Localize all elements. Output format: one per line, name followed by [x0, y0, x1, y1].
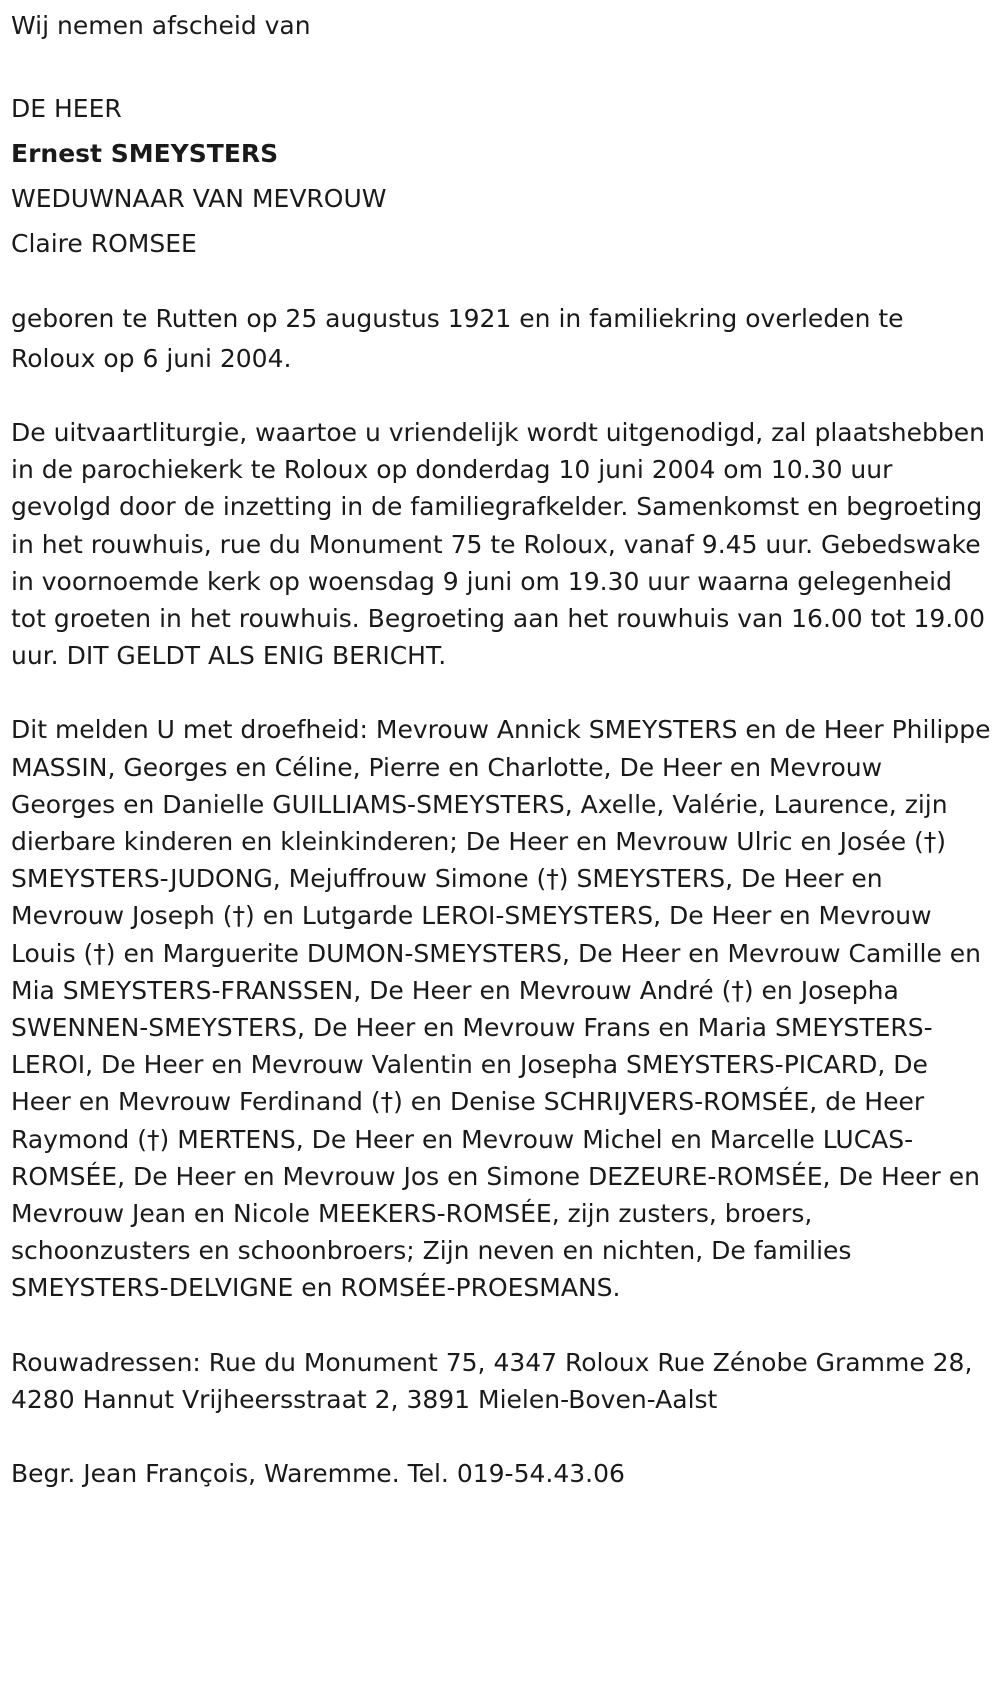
spacer	[11, 379, 990, 414]
spacer	[11, 46, 990, 86]
spacer	[11, 1307, 990, 1344]
family-paragraph: Dit melden U met droefheid: Mevrouw Annick SMEYSTERS en de Heer Philippe MASSIN, Georges en Céline, Pierre en Charlotte, De Heer en Mevrouw Georges en Danielle GUILLIAMS-SMEYSTERS, Axelle, Valérie, Laurence, zijn dierbare kinderen en kleinkinderen; De Heer en Mevrouw Ulric en Josée (†) SMEYSTERS-JUDONG, Mejuffrouw Simone (†) SMEYSTERS, De Heer en Mevrouw Joseph (†) en Lutgarde LEROI-SMEYSTERS, De Heer en Mevrouw Louis (†) en Marguerite DUMON-SMEYSTERS, De Heer en Mevrouw Camille en Mia SMEYSTERS-FRANSSEN, De Heer en Mevrouw André (†) en Josepha SWENNEN-SMEYSTERS, De Heer en Mevrouw Frans en Maria SMEYSTERS-LEROI, De Heer en Mevrouw Valentin en Josepha SMEYSTERS-PICARD, De Heer en Mevrouw Ferdinand (†) en Denise SCHRIJVERS-ROMSÉE, de Heer Raymond (†) MERTENS, De Heer en Mevrouw Michel en Marcelle LUCAS-ROMSÉE, De Heer en Mevrouw Jos en Simone DEZEURE-ROMSÉE, De Heer en Mevrouw Jean en Nicole MEEKERS-ROMSÉE, zijn zusters, broers, schoonzusters en schoonbroers; Zijn neven en nichten, De families SMEYSTERS-DELVIGNE en ROMSÉE-PROESMANS.	[11, 715, 991, 1303]
intro-text: Wij nemen afscheid van	[11, 11, 311, 40]
undertaker-line: Begr. Jean François, Waremme. Tel. 019-54.43.06	[11, 1459, 625, 1489]
widower-line: WEDUWNAAR VAN MEVROUW	[11, 184, 387, 213]
birth-death-paragraph: geboren te Rutten op 25 augustus 1921 en in familiekring overleden te Roloux op 6 juni 2004.	[11, 304, 904, 373]
spacer	[11, 1418, 990, 1455]
addresses-paragraph: Rouwadressen: Rue du Monument 75, 4347 Roloux Rue Zénobe Gramme 28, 4280 Hannut Vrijheersstraat 2, 3891 Mielen-Boven-Aalst	[11, 1347, 973, 1414]
spacer	[11, 266, 990, 299]
spacer	[11, 674, 990, 711]
title-line: DE HEER	[11, 94, 122, 123]
ceremony-paragraph: De uitvaartliturgie, waartoe u vriendelijk wordt uitgenodigd, zal plaatshebben in de parochiekerk te Roloux op donderdag 10 juni 2004 om 10.30 uur gevolgd door de inzetting in de familiegrafkelder. Samenkomst en begroeting in het rouwhuis, rue du Monument 75 te Roloux, vanaf 9.45 uur. Gebedswake in voornoemde kerk op woensdag 9 juni om 19.30 uur waarna gelegenheid tot groeten in het rouwhuis. Begroeting aan het rouwhuis van 16.00 tot 19.00 uur. DIT GELDT ALS ENIG BERICHT.	[11, 418, 986, 671]
spouse-name: Claire ROMSEE	[11, 229, 197, 258]
deceased-name: Ernest SMEYSTERS	[11, 139, 279, 168]
